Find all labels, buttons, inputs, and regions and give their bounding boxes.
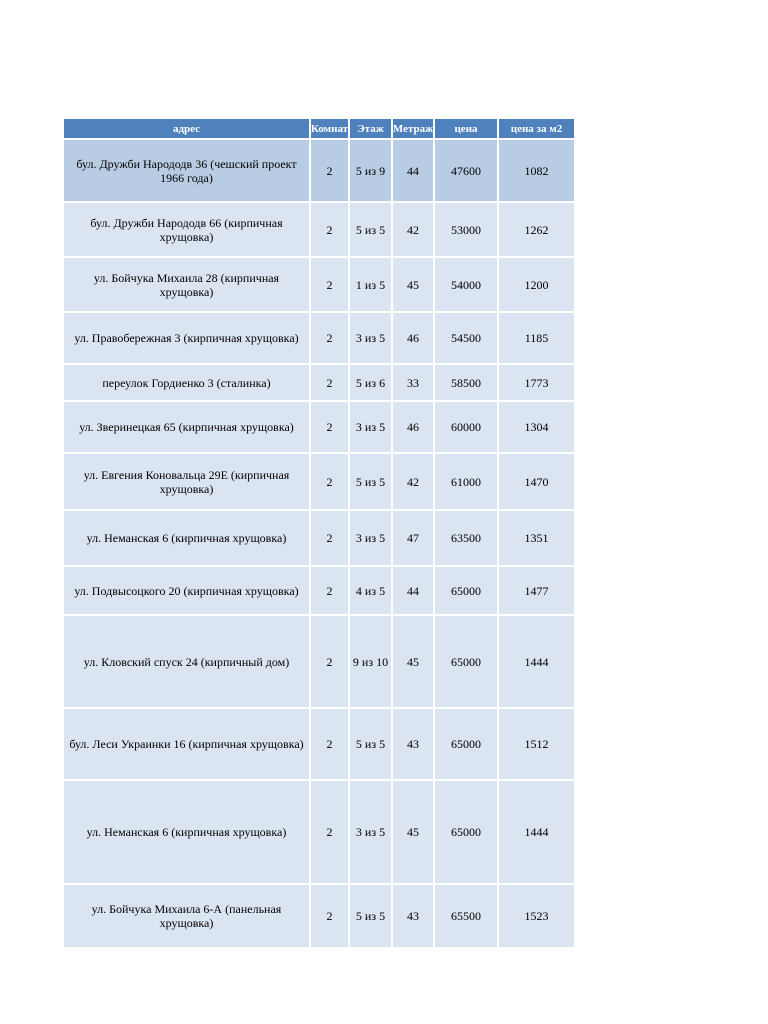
cell-price-per-m2-text: 1444 (524, 654, 549, 669)
cell-area-text: 46 (407, 420, 419, 434)
cell-address-text: переулок Гордиенко 3 (сталинка) (102, 375, 271, 390)
cell-price-text: 53000 (451, 222, 481, 237)
cell-floor-text: 9 из 10 (352, 654, 389, 669)
cell-address-text: ул. Правобережная 3 (кирпичная хрущовка) (74, 331, 299, 345)
column-header-rooms: Комнат (311, 119, 350, 140)
cell-price-text: 58500 (451, 375, 481, 390)
table-row (64, 203, 574, 258)
cell-area-text: 45 (407, 277, 419, 292)
cell-floor (350, 511, 393, 567)
cell-price (435, 313, 499, 365)
cell-rooms-text: 2 (326, 737, 333, 751)
cell-price-per-m2 (499, 709, 574, 781)
table-row (64, 454, 574, 511)
cell-rooms-text: 2 (326, 531, 333, 545)
cell-address (64, 203, 311, 258)
cell-price-text: 65000 (451, 737, 481, 751)
table-row (64, 709, 574, 781)
cell-rooms (311, 885, 350, 949)
cell-price-per-m2-text: 1351 (524, 531, 549, 545)
table-header-row (64, 119, 574, 140)
cell-floor-text: 3 из 5 (355, 420, 386, 434)
cell-price-per-m2-text: 1477 (524, 583, 549, 598)
cell-price-per-m2 (499, 567, 574, 616)
cell-rooms-text: 2 (326, 163, 333, 178)
cell-address (64, 365, 311, 402)
cell-rooms (311, 616, 350, 709)
apartment-listing-table (64, 119, 574, 949)
cell-area-text: 42 (407, 222, 419, 237)
cell-address (64, 709, 311, 781)
cell-address-text: ул. Бойчука Михаила 28 (кирпичная хрущовка) (93, 270, 280, 299)
cell-rooms-text: 2 (326, 474, 333, 489)
cell-price-text: 65000 (451, 654, 481, 669)
cell-price (435, 781, 499, 885)
cell-address (64, 454, 311, 511)
cell-address (64, 313, 311, 365)
cell-area (393, 313, 435, 365)
cell-floor-text: 5 из 6 (355, 375, 386, 390)
cell-area (393, 885, 435, 949)
cell-price-per-m2-text: 1773 (524, 375, 549, 390)
cell-price-text: 60000 (451, 420, 481, 434)
cell-address-text: бул. Леси Украинки 16 (кирпичная хрущовка) (69, 737, 304, 751)
cell-floor-text: 4 из 5 (355, 583, 386, 598)
cell-rooms-text: 2 (326, 277, 333, 292)
cell-price-per-m2 (499, 365, 574, 402)
cell-price-per-m2-text: 1512 (524, 737, 549, 751)
cell-floor (350, 885, 393, 949)
cell-floor (350, 203, 393, 258)
cell-area (393, 140, 435, 203)
cell-area (393, 567, 435, 616)
cell-rooms (311, 365, 350, 402)
cell-price-per-m2-text: 1444 (524, 825, 549, 839)
cell-area-text: 42 (407, 474, 419, 489)
cell-price (435, 454, 499, 511)
cell-rooms (311, 511, 350, 567)
cell-price-per-m2 (499, 402, 574, 454)
cell-price-per-m2 (499, 258, 574, 313)
cell-address-text: ул. Евгения Коновальца 29Е (кирпичная хрущовка) (83, 467, 290, 496)
cell-rooms (311, 258, 350, 313)
cell-area-text: 45 (407, 654, 419, 669)
table-row (64, 511, 574, 567)
cell-price-per-m2 (499, 781, 574, 885)
cell-address-text: бул. Дружби Народодв 36 (чешский проект 1966 года) (76, 156, 297, 185)
cell-rooms (311, 567, 350, 616)
cell-floor-text: 3 из 5 (355, 531, 386, 545)
cell-price (435, 885, 499, 949)
cell-floor (350, 781, 393, 885)
cell-floor (350, 709, 393, 781)
cell-price-per-m2 (499, 885, 574, 949)
cell-price-per-m2 (499, 511, 574, 567)
cell-area-text: 43 (407, 909, 419, 923)
cell-address (64, 885, 311, 949)
cell-rooms-text: 2 (326, 375, 333, 390)
cell-floor (350, 402, 393, 454)
cell-price-text: 63500 (451, 531, 481, 545)
cell-price (435, 365, 499, 402)
cell-floor (350, 567, 393, 616)
cell-area (393, 454, 435, 511)
cell-area (393, 203, 435, 258)
cell-floor (350, 313, 393, 365)
cell-price-per-m2 (499, 203, 574, 258)
cell-address-text: ул. Зверинецкая 65 (кирпичная хрущовка) (79, 420, 294, 434)
cell-price (435, 258, 499, 313)
cell-area-text: 46 (407, 331, 419, 345)
cell-price (435, 511, 499, 567)
cell-rooms-text: 2 (326, 825, 333, 839)
cell-area-text: 47 (407, 531, 419, 545)
table-row (64, 781, 574, 885)
cell-area (393, 365, 435, 402)
cell-price (435, 140, 499, 203)
cell-floor (350, 616, 393, 709)
table-row (64, 885, 574, 949)
cell-rooms (311, 709, 350, 781)
cell-floor (350, 365, 393, 402)
cell-price-text: 47600 (451, 163, 481, 178)
cell-address (64, 402, 311, 454)
cell-price-per-m2-text: 1523 (524, 909, 549, 923)
cell-price (435, 402, 499, 454)
cell-rooms (311, 781, 350, 885)
cell-price-per-m2 (499, 616, 574, 709)
table-body (64, 140, 574, 949)
cell-rooms (311, 454, 350, 511)
cell-floor (350, 454, 393, 511)
cell-price-per-m2 (499, 454, 574, 511)
cell-area-text: 45 (407, 825, 419, 839)
cell-rooms-text: 2 (326, 583, 333, 598)
cell-area (393, 258, 435, 313)
cell-rooms (311, 140, 350, 203)
column-header-area: Метраж (393, 119, 435, 140)
cell-price-per-m2 (499, 313, 574, 365)
cell-area (393, 616, 435, 709)
cell-address-text: ул. Бойчука Михаила 6-А (панельная хрущовка) (91, 902, 282, 930)
cell-rooms-text: 2 (326, 222, 333, 237)
cell-floor-text: 5 из 5 (355, 474, 386, 489)
cell-rooms-text: 2 (326, 331, 333, 345)
cell-area-text: 44 (407, 583, 419, 598)
column-header-address: адрес (64, 119, 311, 140)
table-row (64, 313, 574, 365)
table-row (64, 616, 574, 709)
cell-area (393, 402, 435, 454)
cell-price (435, 203, 499, 258)
table-row (64, 365, 574, 402)
cell-address (64, 258, 311, 313)
cell-floor-text: 3 из 5 (355, 825, 386, 839)
cell-price (435, 567, 499, 616)
cell-floor-text: 5 из 5 (355, 222, 386, 237)
cell-area-text: 33 (407, 375, 419, 390)
cell-price-text: 61000 (451, 474, 481, 489)
cell-price-text: 65000 (451, 583, 481, 598)
cell-address-text: ул. Кловский спуск 24 (кирпичный дом) (83, 654, 290, 669)
cell-price-text: 65000 (451, 825, 481, 839)
cell-area (393, 709, 435, 781)
cell-area (393, 781, 435, 885)
cell-rooms-text: 2 (326, 909, 333, 923)
cell-rooms-text: 2 (326, 654, 333, 669)
cell-address (64, 140, 311, 203)
cell-address-text: бул. Дружби Народодв 66 (кирпичная хрущовка) (90, 215, 283, 244)
cell-floor-text: 5 из 5 (355, 737, 386, 751)
cell-price-per-m2-text: 1470 (524, 474, 549, 489)
cell-rooms (311, 203, 350, 258)
cell-price-per-m2-text: 1304 (524, 420, 549, 434)
cell-floor-text: 5 из 9 (355, 163, 386, 178)
cell-price-text: 54500 (451, 331, 481, 345)
table-row (64, 140, 574, 203)
column-header-price-per-m2: цена за м2 (499, 119, 574, 140)
cell-address (64, 511, 311, 567)
cell-price-per-m2-text: 1185 (524, 331, 549, 345)
cell-address-text: ул. Подвысоцкого 20 (кирпичная хрущовка) (74, 583, 299, 598)
cell-price-per-m2-text: 1200 (524, 277, 549, 292)
cell-price-text: 54000 (451, 277, 481, 292)
cell-price-per-m2-text: 1082 (524, 163, 549, 178)
cell-area-text: 44 (407, 163, 419, 178)
cell-floor-text: 3 из 5 (355, 331, 386, 345)
cell-rooms-text: 2 (326, 420, 333, 434)
cell-floor (350, 258, 393, 313)
cell-area (393, 511, 435, 567)
cell-rooms (311, 313, 350, 365)
column-header-floor: Этаж (350, 119, 393, 140)
cell-price (435, 616, 499, 709)
cell-rooms (311, 402, 350, 454)
cell-address-text: ул. Неманская 6 (кирпичная хрущовка) (86, 825, 287, 839)
cell-price-per-m2-text: 1262 (524, 222, 549, 237)
cell-floor (350, 140, 393, 203)
table-row (64, 402, 574, 454)
column-header-price: цена (435, 119, 499, 140)
cell-address (64, 567, 311, 616)
cell-price-text: 65500 (451, 909, 481, 923)
cell-address (64, 616, 311, 709)
table-row (64, 567, 574, 616)
cell-floor-text: 1 из 5 (355, 277, 386, 292)
cell-address (64, 781, 311, 885)
cell-floor-text: 5 из 5 (355, 909, 386, 923)
cell-price-per-m2 (499, 140, 574, 203)
cell-area-text: 43 (407, 737, 419, 751)
cell-address-text: ул. Неманская 6 (кирпичная хрущовка) (86, 531, 287, 545)
table-row (64, 258, 574, 313)
cell-price (435, 709, 499, 781)
